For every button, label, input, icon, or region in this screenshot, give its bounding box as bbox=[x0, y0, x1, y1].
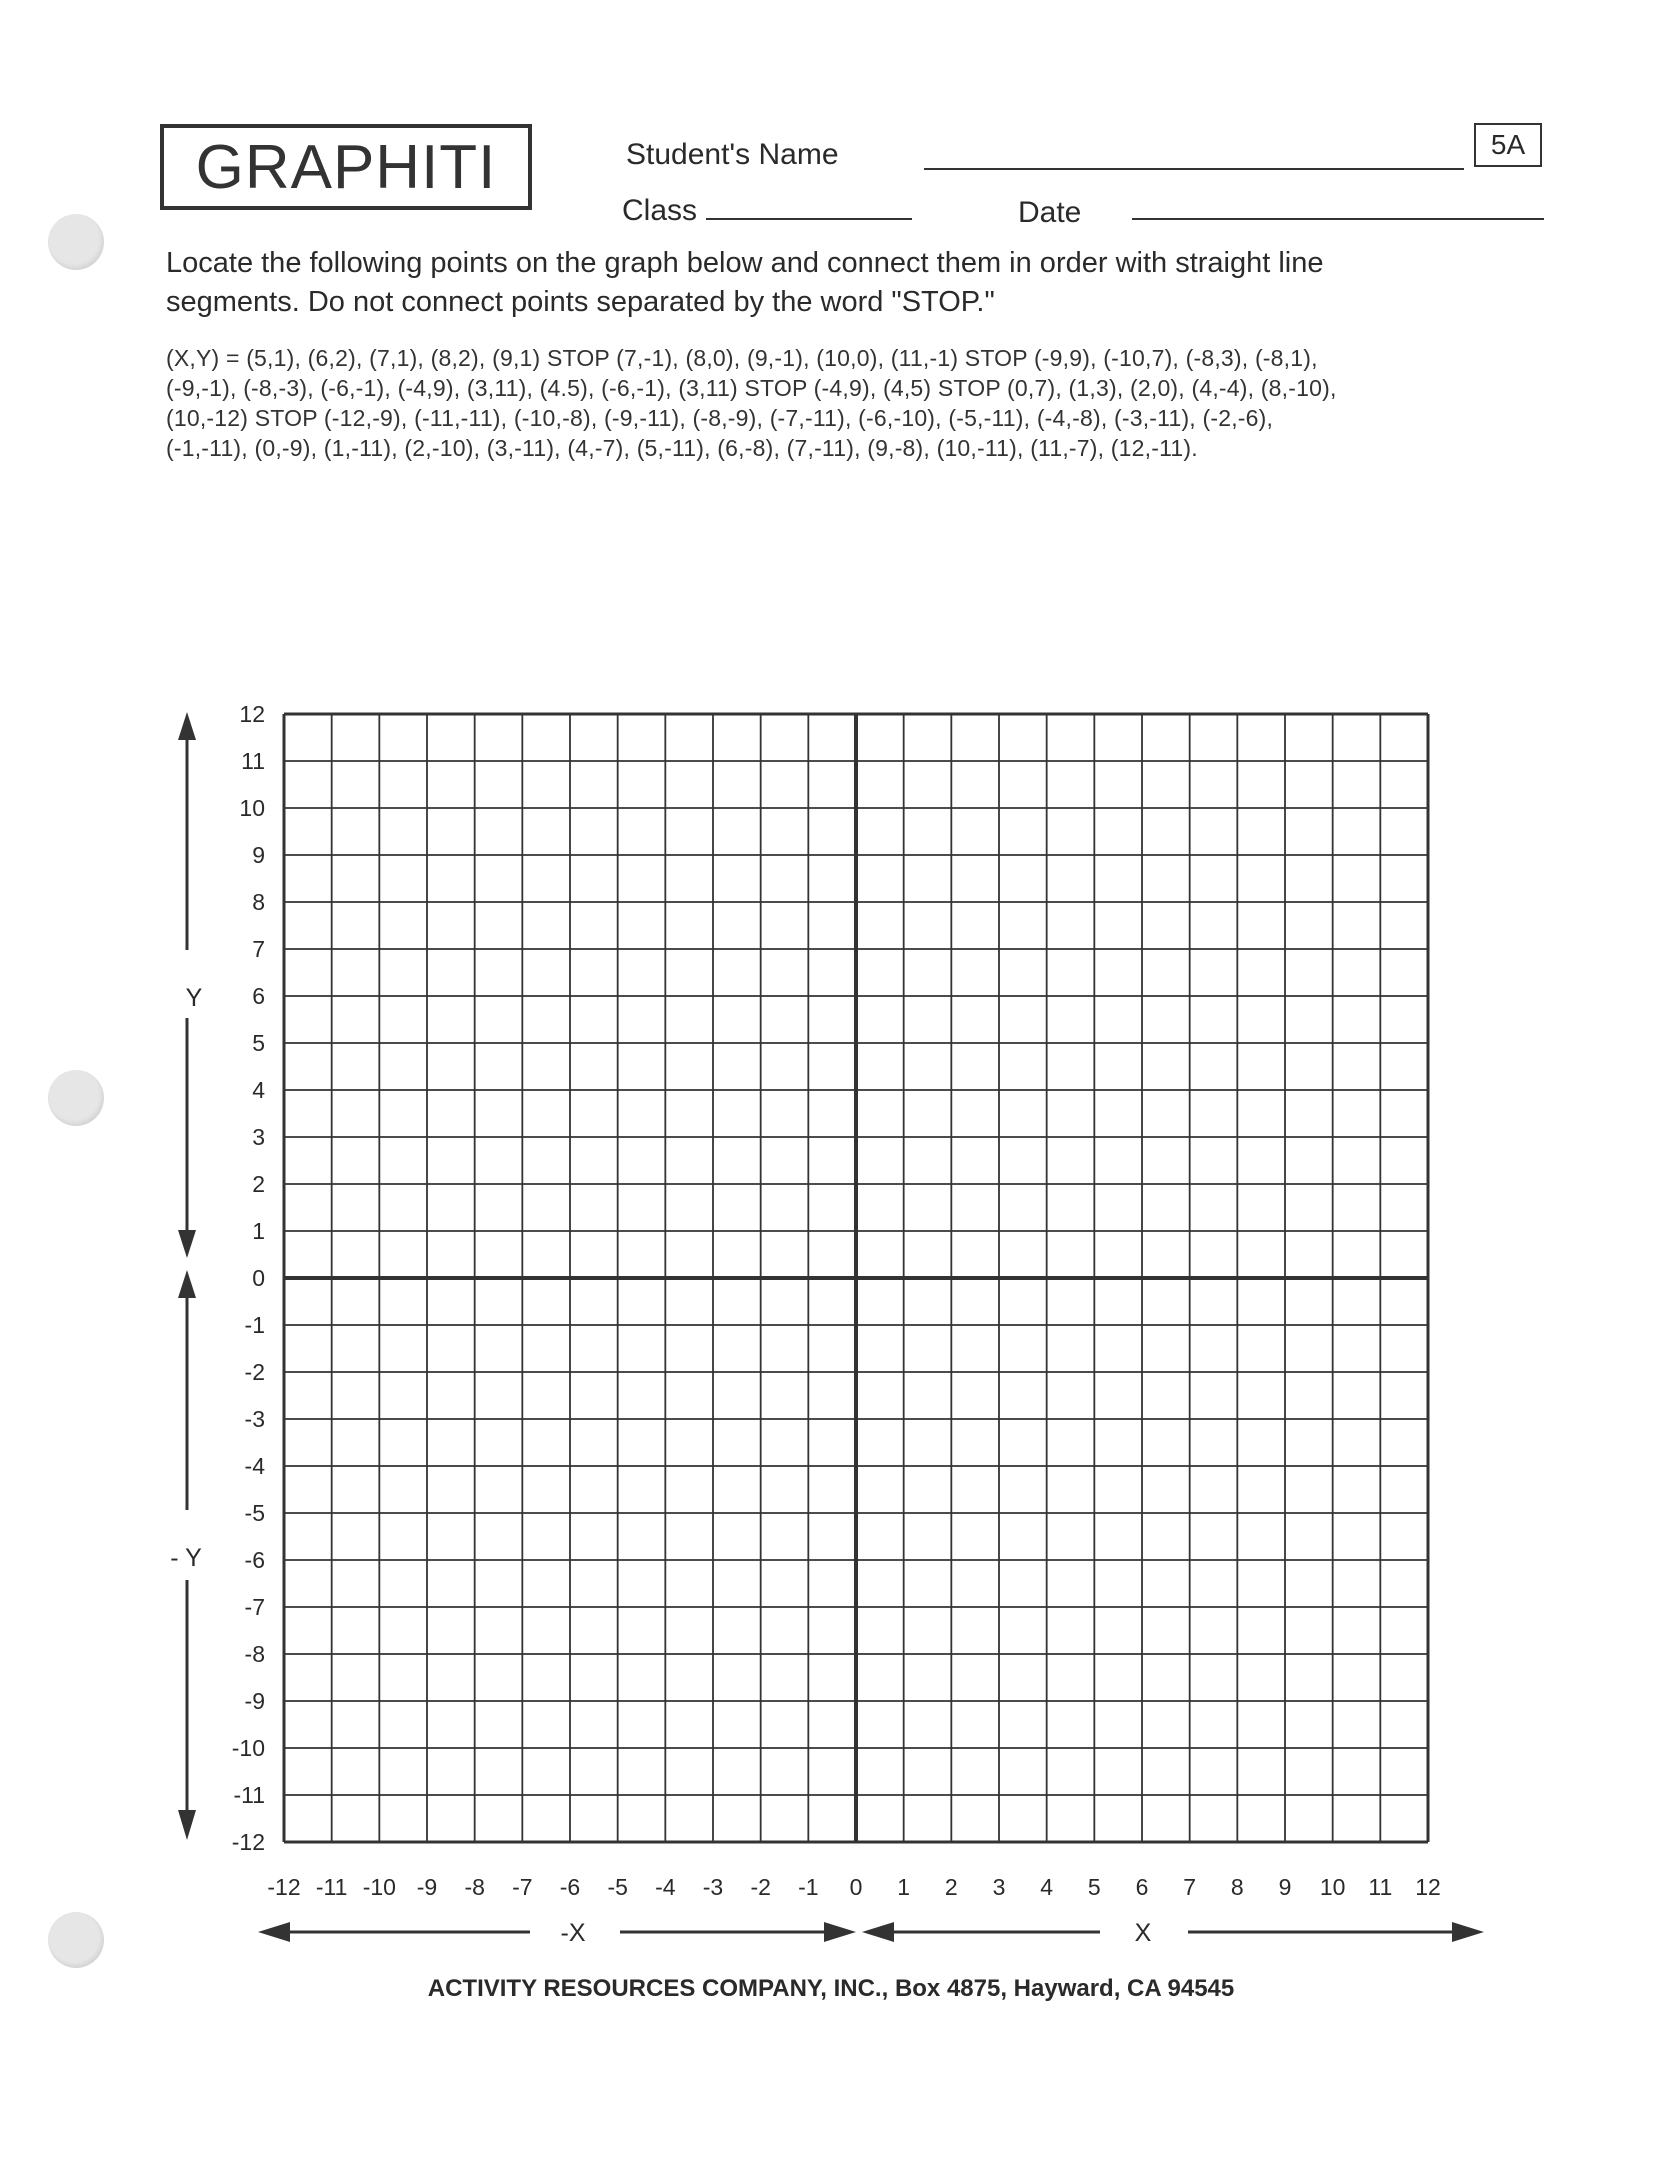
x-tick-label: 3 bbox=[992, 1874, 1006, 1900]
points-line-4: (-1,-11), (0,-9), (1,-11), (2,-10), (3,-11), (4,-7), (5,-11), (6,-8), (7,-11), (9,-8), (10,-11), (11,-7), (12,-11). bbox=[166, 435, 1198, 461]
y-tick-label: 6 bbox=[252, 983, 265, 1009]
points-line-3: (10,-12) STOP (-12,-9), (-11,-11), (-10,-8), (-9,-11), (-8,-9), (-7,-11), (-6,-10), (-5,-11), (-4,-8), (-3,-11), (-2,-6), bbox=[166, 405, 1274, 431]
class-label: Class bbox=[622, 194, 698, 227]
x-tick-label: 5 bbox=[1087, 1874, 1101, 1900]
neg-x-axis-label: -X bbox=[560, 1919, 586, 1947]
x-tick-label: -10 bbox=[362, 1874, 396, 1900]
y-tick-label: -1 bbox=[244, 1312, 265, 1338]
x-tick-label: 8 bbox=[1230, 1874, 1244, 1900]
x-axis-label: X bbox=[1134, 1919, 1152, 1947]
instructions-line-2: segments. Do not connect points separated by the word "STOP." bbox=[166, 286, 995, 318]
y-tick-label: -12 bbox=[231, 1829, 265, 1855]
footer-address: Box 4875, Hayward, CA 94545 bbox=[894, 1975, 1235, 2002]
y-tick-label: 0 bbox=[252, 1265, 265, 1291]
y-tick-label: -3 bbox=[244, 1406, 265, 1432]
points-line-1: (X,Y) = (5,1), (6,2), (7,1), (8,2), (9,1) STOP (7,-1), (8,0), (9,-1), (10,0), (11,-1) STOP (-9,9), (-10,7), (-8,3), (-8,1), bbox=[166, 345, 1318, 371]
x-tick-label: -2 bbox=[750, 1874, 771, 1900]
arrow-right-icon bbox=[824, 1922, 856, 1942]
y-tick-label: -7 bbox=[244, 1594, 265, 1620]
y-tick-label: -9 bbox=[244, 1688, 265, 1714]
arrow-right-icon bbox=[1452, 1922, 1484, 1942]
x-tick-label: 7 bbox=[1183, 1874, 1197, 1900]
y-tick-label: 10 bbox=[239, 795, 265, 821]
x-tick-label: -12 bbox=[267, 1874, 301, 1900]
y-tick-label: -4 bbox=[244, 1453, 265, 1479]
x-tick-label: -3 bbox=[702, 1874, 724, 1900]
y-tick-label: 12 bbox=[239, 701, 265, 727]
y-tick-label: -10 bbox=[231, 1735, 265, 1761]
instructions-line-1: Locate the following points on the graph below and connect them in order with straight line bbox=[166, 247, 1324, 279]
y-tick-label: -2 bbox=[244, 1359, 265, 1385]
x-tick-label: -9 bbox=[416, 1874, 438, 1900]
y-axis-label: Y bbox=[185, 984, 203, 1012]
arrow-down-icon bbox=[178, 1810, 196, 1840]
arrow-down-icon bbox=[178, 1230, 196, 1258]
x-tick-label: -8 bbox=[464, 1874, 485, 1900]
y-tick-label: -8 bbox=[244, 1641, 265, 1667]
x-tick-label: -11 bbox=[315, 1874, 348, 1900]
x-tick-label: 11 bbox=[1368, 1874, 1393, 1900]
points-line-2: (-9,-1), (-8,-3), (-6,-1), (-4,9), (3,11), (4.5), (-6,-1), (3,11) STOP (-4,9), (4,5) STOP (0,7), (1,3), (2,0), (4,-4), (8,-10), bbox=[166, 375, 1337, 401]
y-tick-label: 4 bbox=[252, 1077, 265, 1103]
x-tick-label: -5 bbox=[607, 1874, 628, 1900]
footer-company: ACTIVITY RESOURCES COMPANY, INC., bbox=[427, 1975, 889, 2002]
x-tick-label: 6 bbox=[1135, 1874, 1149, 1900]
neg-y-axis-label: - Y bbox=[170, 1544, 202, 1572]
worksheet-title: GRAPHITI bbox=[195, 132, 497, 202]
arrow-left-icon bbox=[258, 1922, 290, 1942]
x-tick-label: 4 bbox=[1040, 1874, 1054, 1900]
x-tick-label: 1 bbox=[897, 1874, 911, 1900]
footer bbox=[0, 1975, 1662, 2003]
arrow-up-icon bbox=[178, 712, 196, 740]
x-tick-label: 12 bbox=[1415, 1874, 1441, 1900]
x-tick-label: 2 bbox=[944, 1874, 958, 1900]
y-tick-label: -6 bbox=[244, 1547, 265, 1573]
y-tick-label: 3 bbox=[252, 1124, 265, 1150]
y-tick-label: 11 bbox=[241, 748, 265, 774]
y-tick-label: 1 bbox=[252, 1218, 265, 1244]
x-tick-label: 0 bbox=[849, 1874, 863, 1900]
x-tick-label: -7 bbox=[512, 1874, 533, 1900]
y-tick-label: 5 bbox=[252, 1030, 265, 1056]
y-tick-label: 9 bbox=[252, 842, 265, 868]
arrow-up-icon bbox=[178, 1270, 196, 1298]
y-tick-label: 7 bbox=[252, 936, 265, 962]
sheet-id-label: 5A bbox=[1490, 129, 1526, 160]
x-tick-label: 10 bbox=[1319, 1874, 1346, 1900]
y-tick-label: -5 bbox=[244, 1500, 265, 1526]
arrow-left-icon bbox=[862, 1922, 894, 1942]
x-tick-label: 9 bbox=[1278, 1874, 1292, 1900]
student-name-label: Student's Name bbox=[626, 138, 839, 171]
x-tick-label: -4 bbox=[655, 1874, 676, 1900]
y-tick-label: 2 bbox=[252, 1171, 265, 1197]
date-label: Date bbox=[1018, 196, 1082, 229]
y-tick-label: 8 bbox=[252, 889, 265, 915]
x-tick-label: -1 bbox=[798, 1874, 819, 1900]
x-tick-label: -6 bbox=[559, 1874, 581, 1900]
y-tick-label: -11 bbox=[233, 1782, 265, 1808]
